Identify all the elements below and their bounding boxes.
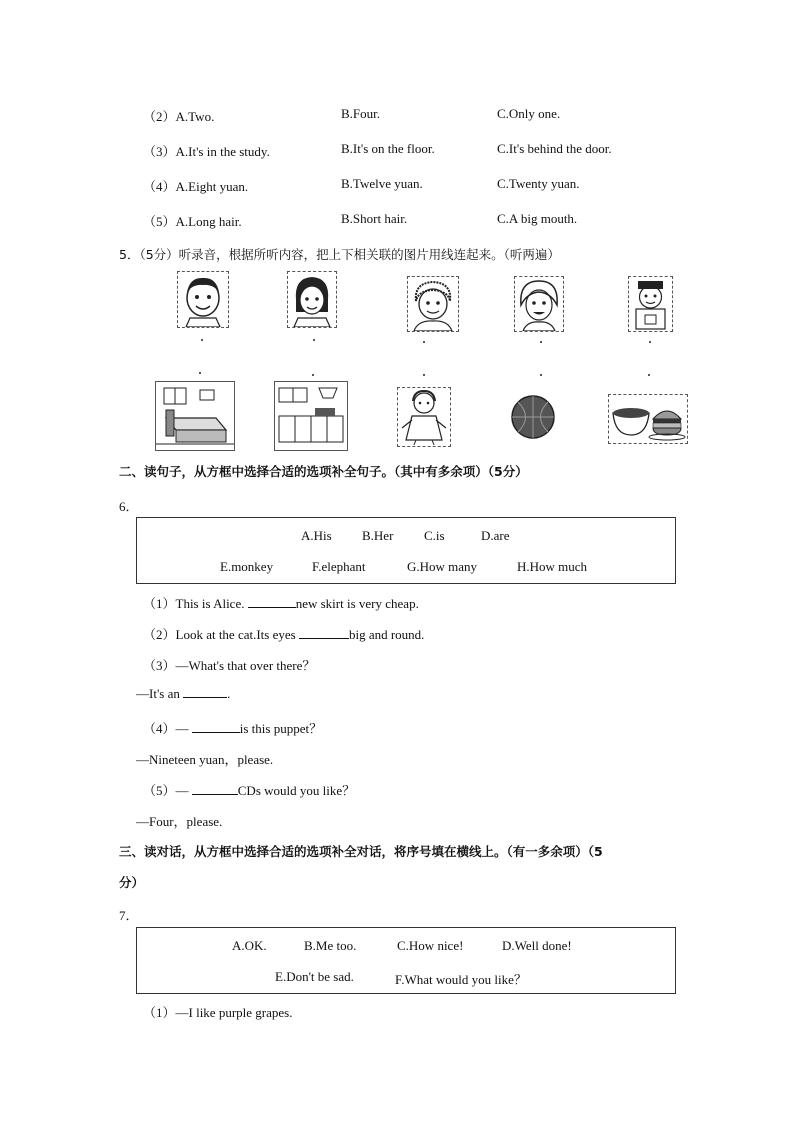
match-dot[interactable] bbox=[199, 372, 201, 374]
boy-face-picture bbox=[177, 271, 229, 328]
doll-picture bbox=[397, 387, 451, 447]
row-4 bbox=[143, 176, 248, 195]
option-D: D.are bbox=[481, 528, 510, 543]
option-E: E.Don't be sad. bbox=[275, 969, 354, 984]
match-dot[interactable] bbox=[423, 341, 425, 343]
match-dot[interactable] bbox=[201, 339, 203, 341]
option-H: H.How much bbox=[517, 559, 588, 574]
section2-heading: 二、读句子，从方框中选择合适的选项补全句子。（其中有多余项）（5分） bbox=[119, 464, 528, 479]
item-number: （4） bbox=[143, 179, 176, 194]
option-b: B.It's on the floor. bbox=[341, 141, 435, 156]
kitchen-picture bbox=[274, 381, 348, 451]
option-C: C.is bbox=[424, 528, 445, 543]
q7-number: 7． bbox=[119, 908, 139, 923]
option-c: C.A big mouth. bbox=[497, 211, 578, 226]
woman-face-picture bbox=[514, 276, 564, 332]
option-G: G.How many bbox=[407, 559, 478, 574]
answer-blank[interactable] bbox=[299, 627, 349, 639]
option-D: D.Well done! bbox=[502, 938, 572, 953]
q6-item-2: （2）Look at the cat.Its eyes big and round. bbox=[143, 627, 425, 642]
option-c: C.Only one. bbox=[497, 106, 561, 121]
option-B: B.Her bbox=[362, 528, 394, 543]
option-b: B.Twelve yuan. bbox=[341, 176, 423, 191]
grandma-face-picture bbox=[407, 276, 459, 332]
answer-blank[interactable] bbox=[248, 596, 296, 608]
noodles-and-hamburger-picture bbox=[608, 394, 688, 444]
q7-item-1: （1）—I like purple grapes. bbox=[143, 1005, 293, 1020]
match-dot[interactable] bbox=[540, 374, 542, 376]
option-F: F.What would you like？ bbox=[395, 972, 527, 987]
option-A: A.His bbox=[301, 528, 332, 543]
row-5 bbox=[143, 211, 242, 230]
section3-heading-line1: 三、读对话，从方框中选择合适的选项补全对话，将序号填在横线上。（有一多余项）（5 bbox=[119, 844, 603, 859]
option-b: B.Four. bbox=[341, 106, 381, 121]
girl-face-picture bbox=[287, 271, 337, 328]
row-3 bbox=[143, 141, 270, 160]
option-a: A.It's in the study. bbox=[175, 144, 270, 159]
option-E: E.monkey bbox=[220, 559, 274, 574]
option-a: A.Long hair. bbox=[175, 214, 242, 229]
answer-blank[interactable] bbox=[183, 686, 227, 698]
option-B: B.Me too. bbox=[304, 938, 357, 953]
option-b: B.Short hair. bbox=[341, 211, 408, 226]
bedroom-picture bbox=[155, 381, 235, 451]
q6-item-5: （5）— CDs would you like？ bbox=[143, 783, 356, 798]
match-dot[interactable] bbox=[423, 374, 425, 376]
option-a: A.Eight yuan. bbox=[175, 179, 249, 194]
option-a: A.Two. bbox=[175, 109, 215, 124]
q6-item-1: （1）This is Alice. new skirt is very cheap. bbox=[143, 596, 419, 611]
q5-instruction: 5．（5分）听录音，根据所听内容，把上下相关联的图片用线连起来。（听两遍） bbox=[119, 247, 560, 262]
option-c: C.It's behind the door. bbox=[497, 141, 612, 156]
match-dot[interactable] bbox=[312, 374, 314, 376]
q6-item-4-answer: —Nineteen yuan，please. bbox=[136, 752, 274, 767]
option-F: F.elephant bbox=[312, 559, 366, 574]
q6-item-3: （3）—What's that over there？ bbox=[143, 658, 316, 673]
item-number: （5） bbox=[143, 214, 176, 229]
match-dot[interactable] bbox=[648, 374, 650, 376]
row-2 bbox=[143, 106, 214, 125]
option-c: C.Twenty yuan. bbox=[497, 176, 580, 191]
q6-number: 6． bbox=[119, 499, 139, 514]
option-C: C.How nice! bbox=[397, 938, 464, 953]
answer-blank[interactable] bbox=[192, 783, 238, 795]
q6-item-5-answer: —Four，please. bbox=[136, 814, 223, 829]
match-dot[interactable] bbox=[540, 341, 542, 343]
item-number: （3） bbox=[143, 144, 176, 159]
man-face-picture bbox=[628, 276, 673, 332]
word-bank-box-7 bbox=[136, 927, 676, 994]
option-A: A.OK. bbox=[232, 938, 267, 953]
q6-item-4: （4）— is this puppet？ bbox=[143, 721, 323, 736]
match-dot[interactable] bbox=[313, 339, 315, 341]
basketball-picture bbox=[510, 392, 556, 442]
match-dot[interactable] bbox=[649, 341, 651, 343]
word-bank-box-6 bbox=[136, 517, 676, 584]
answer-blank[interactable] bbox=[192, 721, 240, 733]
item-number: （2） bbox=[143, 109, 176, 124]
q6-item-3-answer: —It's an . bbox=[136, 686, 231, 701]
section3-heading-line2: 分） bbox=[119, 875, 145, 890]
